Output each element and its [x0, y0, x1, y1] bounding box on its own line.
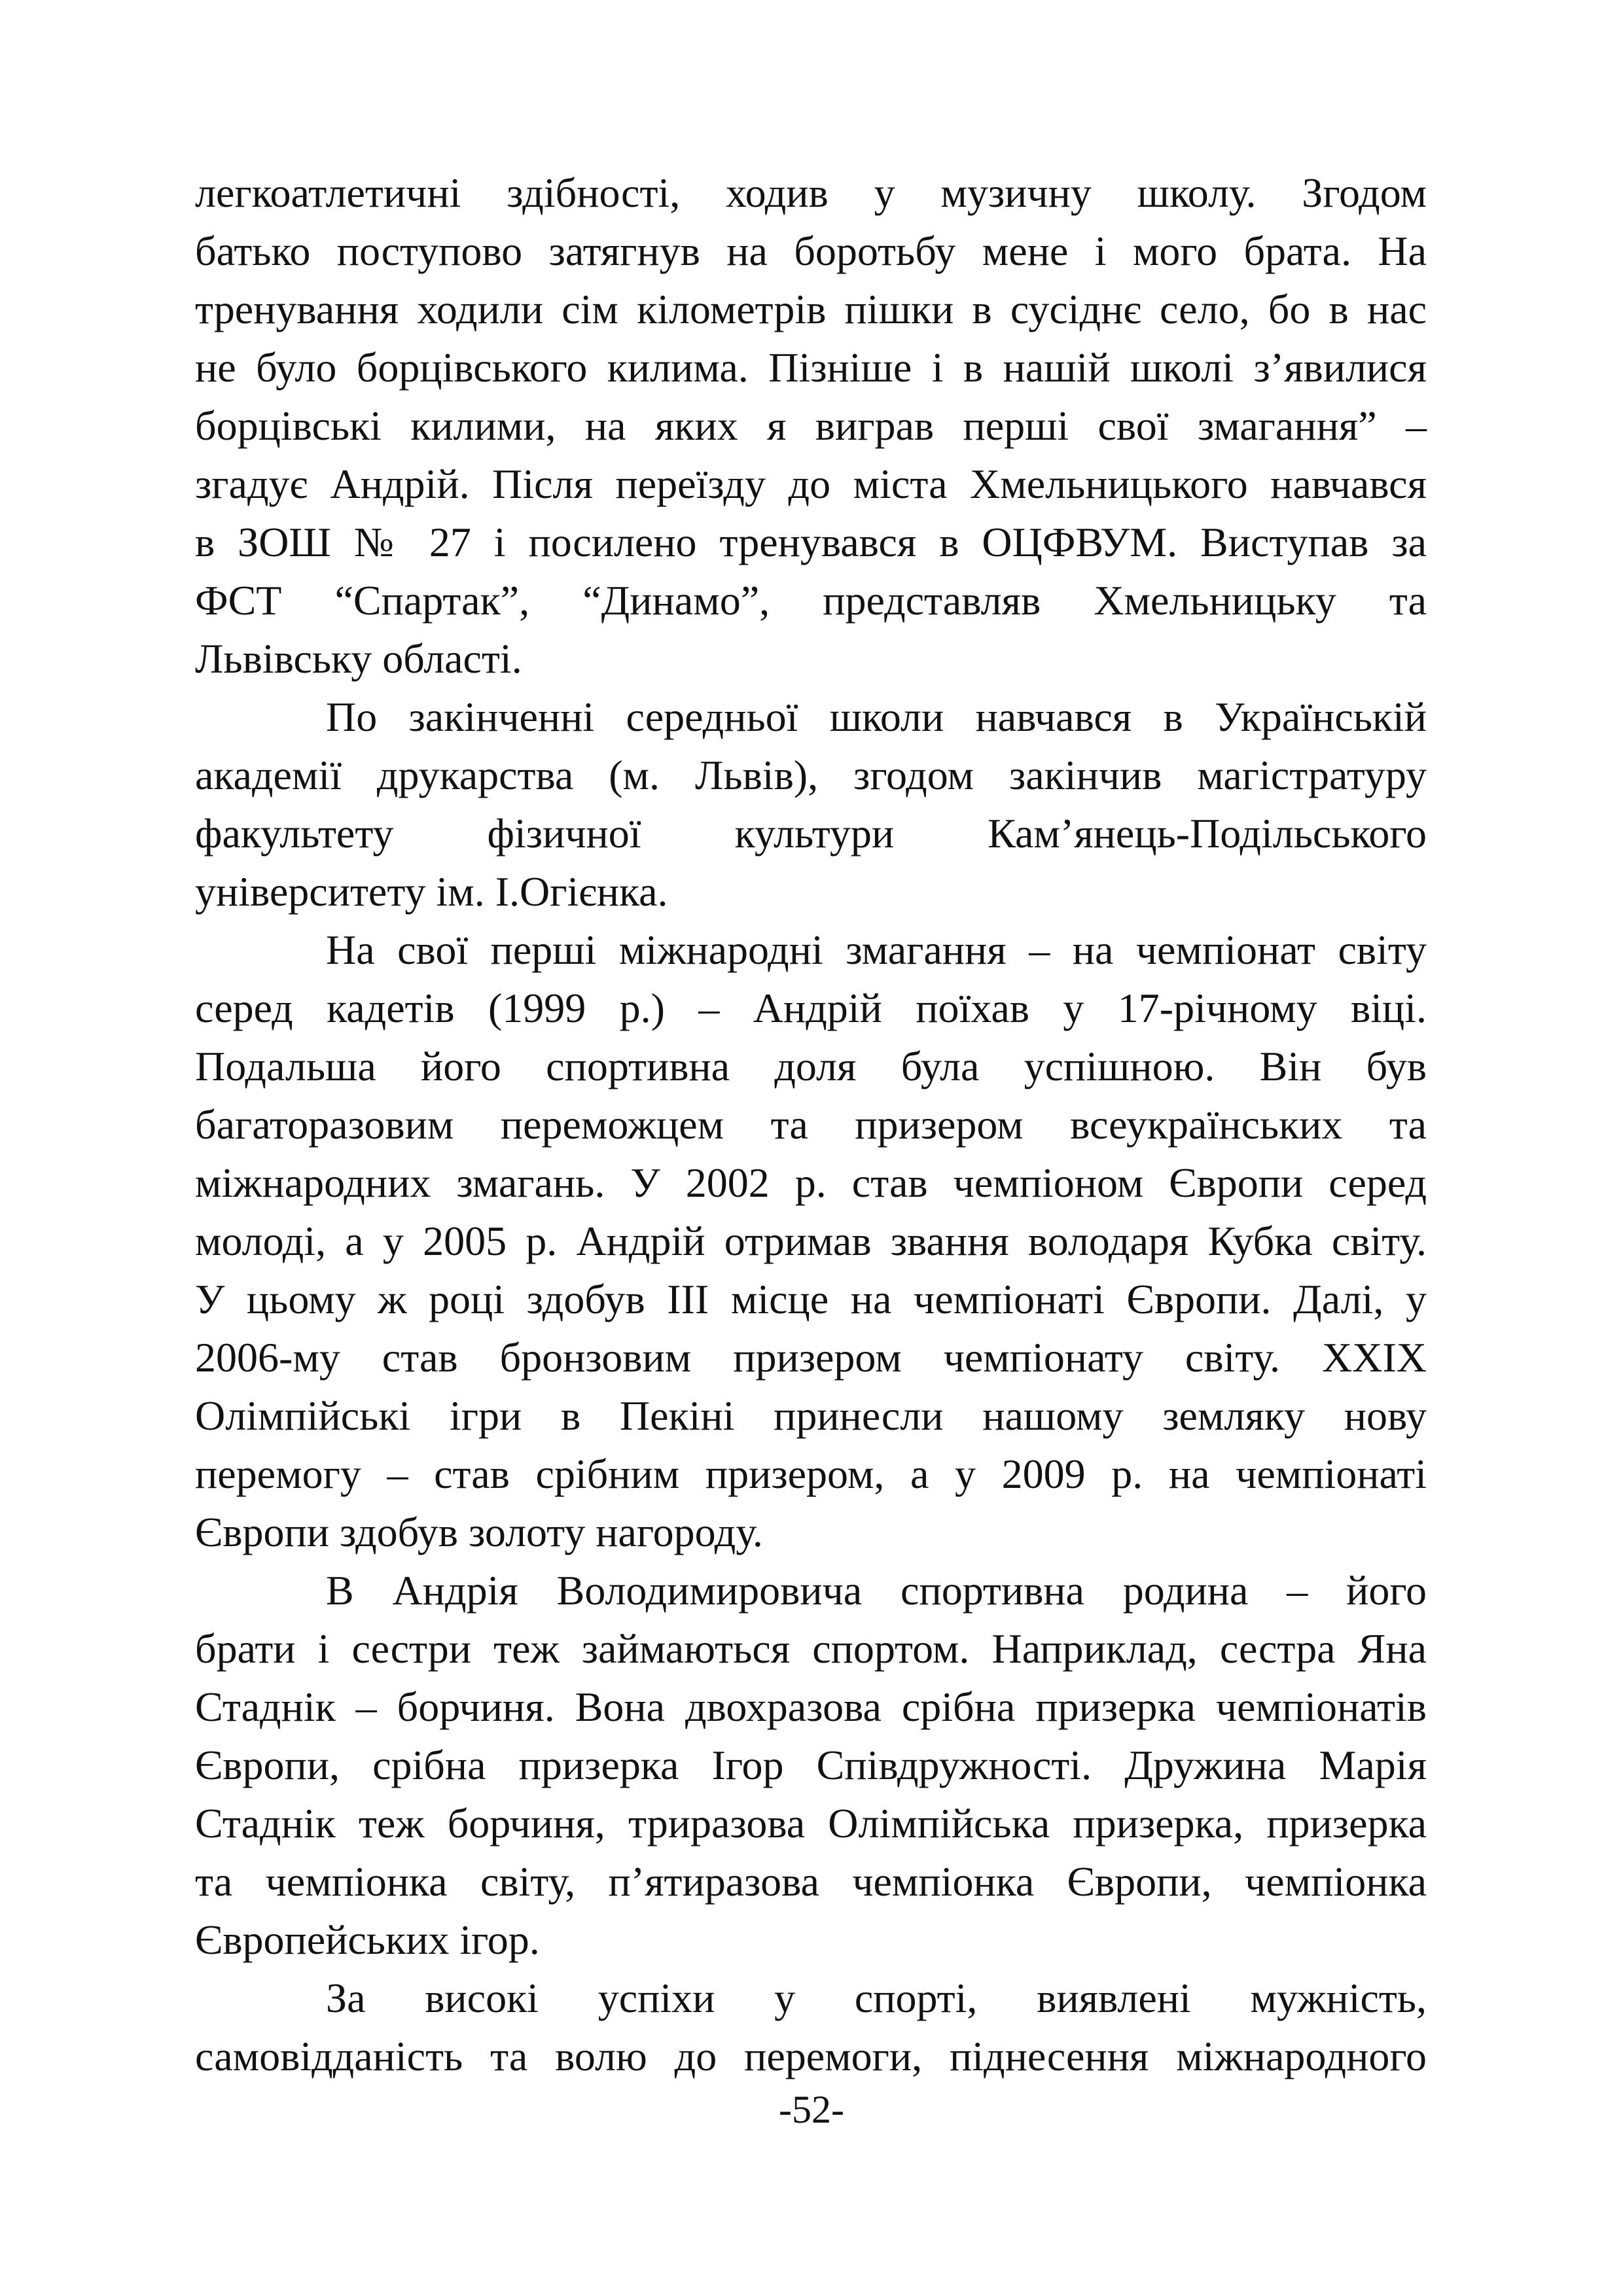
paragraph-3 [195, 921, 1427, 1561]
paragraph-1 [195, 164, 1427, 688]
text-line: згадує Андрій. Після переїзду до міста Хмельницького навчався [195, 461, 1427, 507]
text-line: в ЗОШ № 27 і посилено тренувався в ОЦФВУМ. Виступав за [195, 519, 1427, 565]
text-line: перемогу – став срібним призером, а у 2009 р. на чемпіонаті [195, 1451, 1427, 1497]
text-line: міжнародних змагань. У 2002 р. став чемпіоном Європи серед [195, 1159, 1427, 1206]
text-line: тренування ходили сім кілометрів пішки в сусіднє село, бо в нас [195, 286, 1427, 332]
page-number: -52- [779, 2088, 844, 2131]
text-line: По закінченні середньої школи навчався в Українській [326, 694, 1427, 740]
text-line: борцівські килими, на яких я виграв перші свої змагання” – [195, 402, 1427, 449]
text-line: батько поступово затягнув на боротьбу мене і мого брата. На [195, 228, 1427, 274]
paragraph-2 [195, 688, 1427, 921]
text-line: факультету фізичної культури Кам’янець-Подільського [195, 810, 1427, 857]
text-line: багаторазовим переможцем та призером всеукраїнських та [195, 1101, 1427, 1148]
text-line: серед кадетів (1999 р.) – Андрій поїхав у 17-річному віці. [195, 985, 1427, 1031]
text-line: академії друкарства (м. Львів), згодом закінчив магістратуру [195, 752, 1427, 798]
paragraph-4 [195, 1561, 1427, 1969]
text-line: брати і сестри теж займаються спортом. Наприклад, сестра Яна [195, 1625, 1427, 1672]
text-line: Європи, срібна призерка Ігор Співдружності. Дружина Марія [195, 1742, 1427, 1788]
text-line: Стаднік теж борчиня, триразова Олімпійська призерка, призерка [195, 1800, 1427, 1846]
text-line: молоді, а у 2005 р. Андрій отримав звання володаря Кубка світу. [195, 1218, 1427, 1264]
text-line: університету ім. І.Огієнка. [195, 868, 668, 915]
text-line: Олімпійські ігри в Пекіні принесли нашому земляку нову [195, 1392, 1427, 1439]
text-line: На свої перші міжнародні змагання – на чемпіонат світу [326, 927, 1427, 973]
text-line: Львівську області. [195, 635, 522, 682]
text-line: ФСТ “Спартак”, “Динамо”, представляв Хмельницьку та [195, 577, 1427, 624]
text-line: Стаднік – борчиня. Вона двохразова срібна призерка чемпіонатів [195, 1684, 1427, 1730]
text-line: 2006-му став бронзовим призером чемпіонату світу. ХХІХ [195, 1334, 1427, 1381]
text-line: Подальша його спортивна доля була успішною. Він був [195, 1043, 1427, 1089]
paragraph-5 [195, 1969, 1427, 2085]
text-line: Європи здобув золоту нагороду. [195, 1509, 763, 1555]
text-line: Європейських ігор. [195, 1916, 540, 1963]
text-line: В Андрія Володимировича спортивна родина – його [326, 1567, 1427, 1614]
text-line: За високі успіхи у спорті, виявлені мужність, [326, 1975, 1427, 2021]
text-line: У цьому ж році здобув ІІІ місце на чемпіонаті Європи. Далі, у [195, 1276, 1427, 1322]
document-body [195, 164, 1427, 2085]
text-line: легкоатлетичні здібності, ходив у музичну школу. Згодом [195, 169, 1427, 216]
text-line: не було борцівського килима. Пізніше і в нашій школі з’явилися [195, 344, 1427, 391]
text-line: самовідданість та волю до перемоги, піднесення міжнародного [195, 2033, 1427, 2079]
text-line: та чемпіонка світу, п’ятиразова чемпіонка Європи, чемпіонка [195, 1858, 1427, 1905]
